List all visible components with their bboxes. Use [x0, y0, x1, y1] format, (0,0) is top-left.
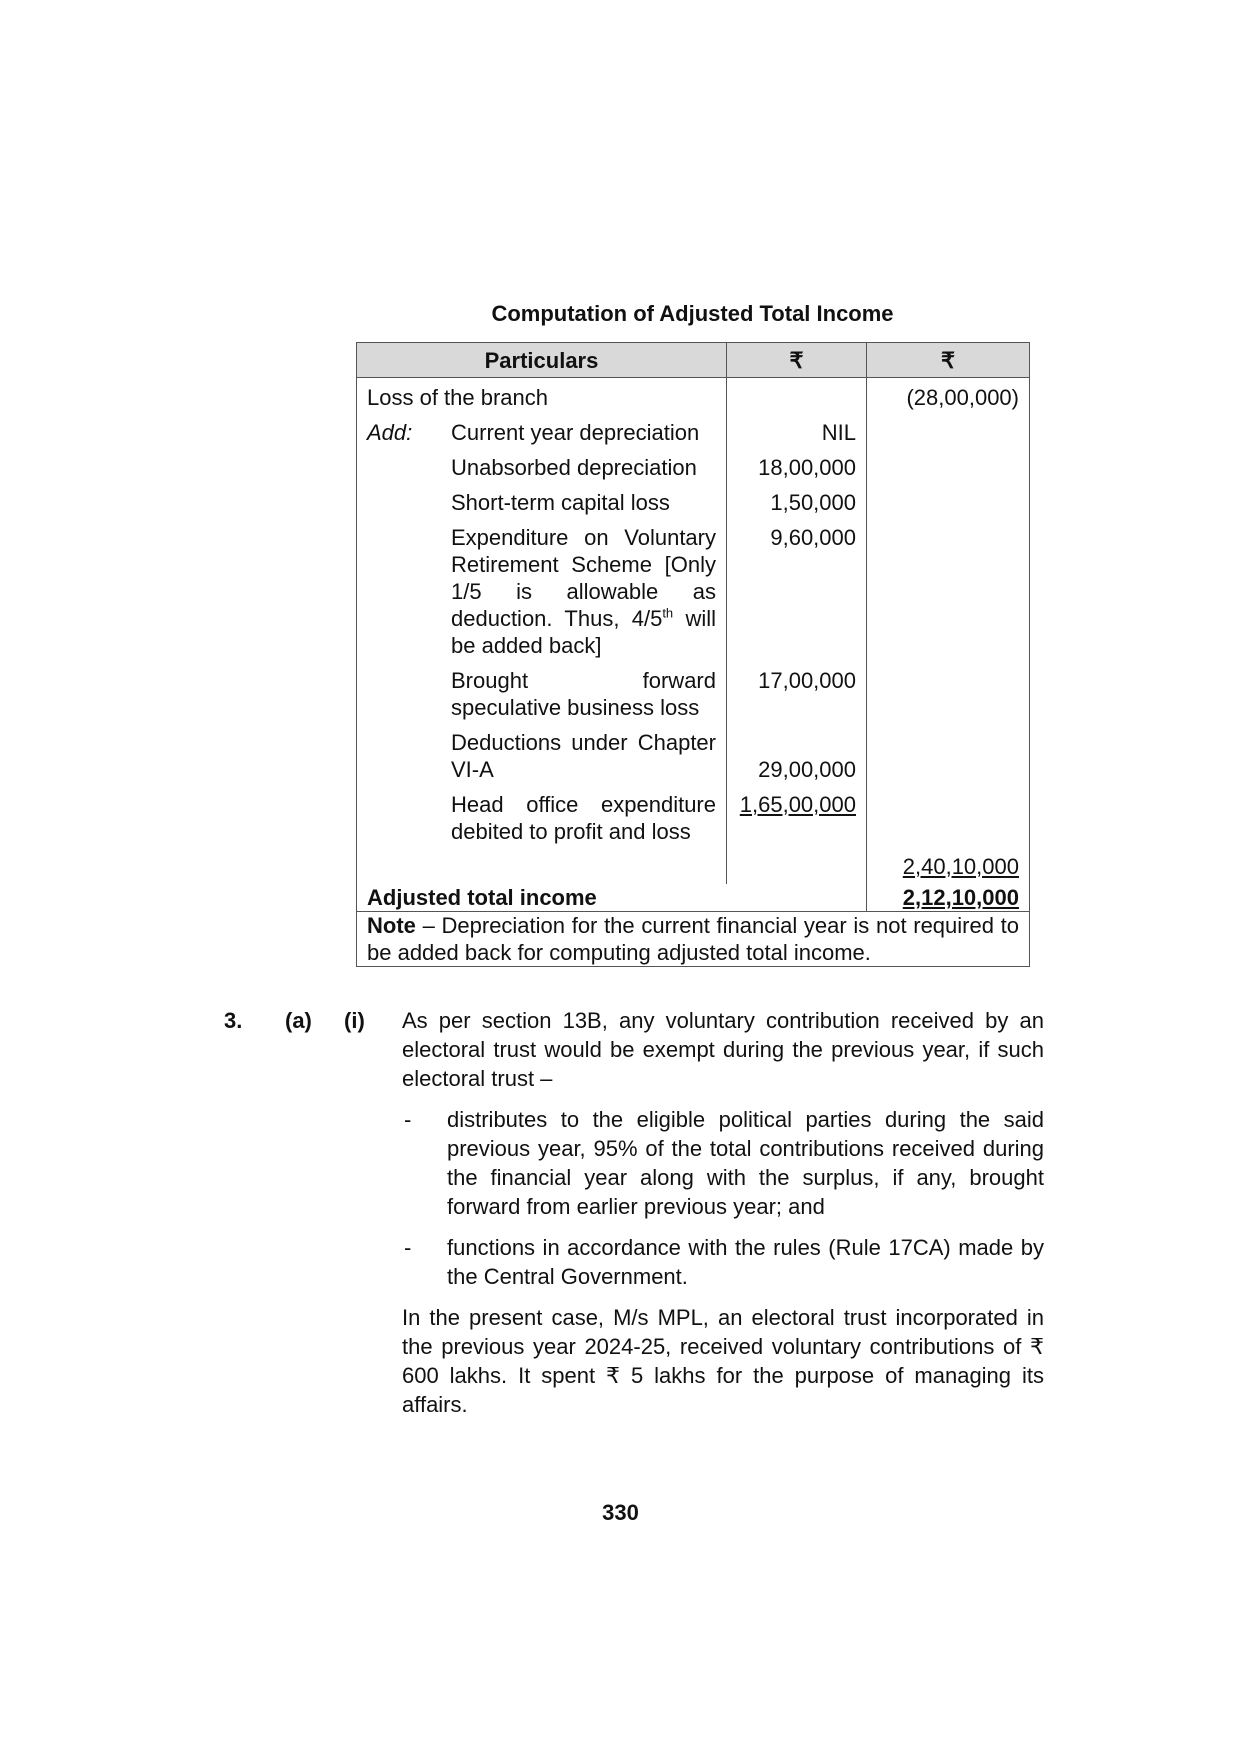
table-row — [357, 725, 1030, 787]
subsubsection-label: (i) — [344, 1008, 365, 1033]
row-value: 29,00,000 — [727, 725, 867, 787]
bullet-text: functions in accordance with the rules (Rule 17CA) made by the Central Government. — [447, 1235, 1044, 1289]
note-text: – Depreciation for the current financial year is not required to be added back for computing adjusted total income. — [367, 913, 1019, 965]
total-row — [357, 884, 1030, 912]
row-label-sup: th — [662, 605, 674, 621]
table-row — [357, 787, 1030, 849]
row-label: Current year depreciation — [451, 420, 700, 445]
section-number: 3. — [224, 1008, 243, 1033]
header-rupee-2: ₹ — [867, 343, 1030, 378]
row-label: Head office expenditure debited to profit and loss — [357, 787, 727, 849]
list-item — [402, 1233, 1044, 1291]
subsection-label: (a) — [285, 1008, 312, 1033]
total-label: Adjusted total income — [357, 884, 867, 912]
section-3a-i — [224, 1006, 1044, 1431]
table-row — [357, 663, 1030, 725]
row-value: 9,60,000 — [727, 520, 867, 663]
table-row — [357, 849, 1030, 884]
row-label-tail: will be added back] — [451, 606, 716, 658]
row-value: 17,00,000 — [727, 663, 867, 725]
table-row — [357, 520, 1030, 663]
row-label: Brought forward speculative business loss — [357, 663, 727, 725]
list-item — [402, 1105, 1044, 1221]
row-value: 1,50,000 — [727, 485, 867, 520]
table-header-row — [357, 343, 1030, 378]
row-value: NIL — [727, 415, 867, 450]
subtotal-value: 2,40,10,000 — [902, 854, 1019, 879]
add-label: Add: — [367, 420, 413, 445]
table-row — [357, 415, 1030, 450]
row-value: 1,65,00,000 — [739, 792, 856, 817]
row-label: Deductions under Chapter VI-A — [357, 725, 727, 787]
page-number: 330 — [602, 1500, 639, 1525]
row-label: Expenditure on Voluntary Retirement Scheme [Only 1/5 is allowable as deduction. Thus, 4/5 — [451, 525, 716, 631]
bullet-mark: - — [404, 1235, 412, 1260]
row-label: Unabsorbed depreciation — [357, 450, 727, 485]
intro-paragraph: As per section 13B, any voluntary contribution received by an electoral trust would be exempt during the previous year, if such electoral trust – — [402, 1008, 1044, 1091]
note-row — [357, 912, 1030, 967]
header-particulars: Particulars — [357, 343, 727, 378]
bullet-text: distributes to the eligible political parties during the said previous year, 95% of the total contributions received during the financial year along with the surplus, if any, brought forward from earlier previous year; and — [447, 1107, 1044, 1219]
row-label: Short-term capital loss — [357, 485, 727, 520]
bullet-mark: - — [404, 1107, 412, 1132]
table-row — [357, 378, 1030, 416]
body-paragraph: In the present case, M/s MPL, an electoral trust incorporated in the previous year 2024-25, received voluntary contributions of ₹ 600 lakhs. It spent ₹ 5 lakhs for the purpose of managing its affairs. — [402, 1305, 1044, 1417]
loss-label: Loss of the branch — [357, 378, 727, 416]
loss-value: (28,00,000) — [867, 378, 1030, 416]
table-row — [357, 485, 1030, 520]
computation-table — [356, 342, 1030, 967]
note-label: Note — [367, 913, 416, 938]
total-value: 2,12,10,000 — [867, 884, 1030, 912]
table-title: Computation of Adjusted Total Income — [491, 301, 894, 326]
table-row — [357, 450, 1030, 485]
header-rupee-1: ₹ — [727, 343, 867, 378]
row-value: 18,00,000 — [727, 450, 867, 485]
